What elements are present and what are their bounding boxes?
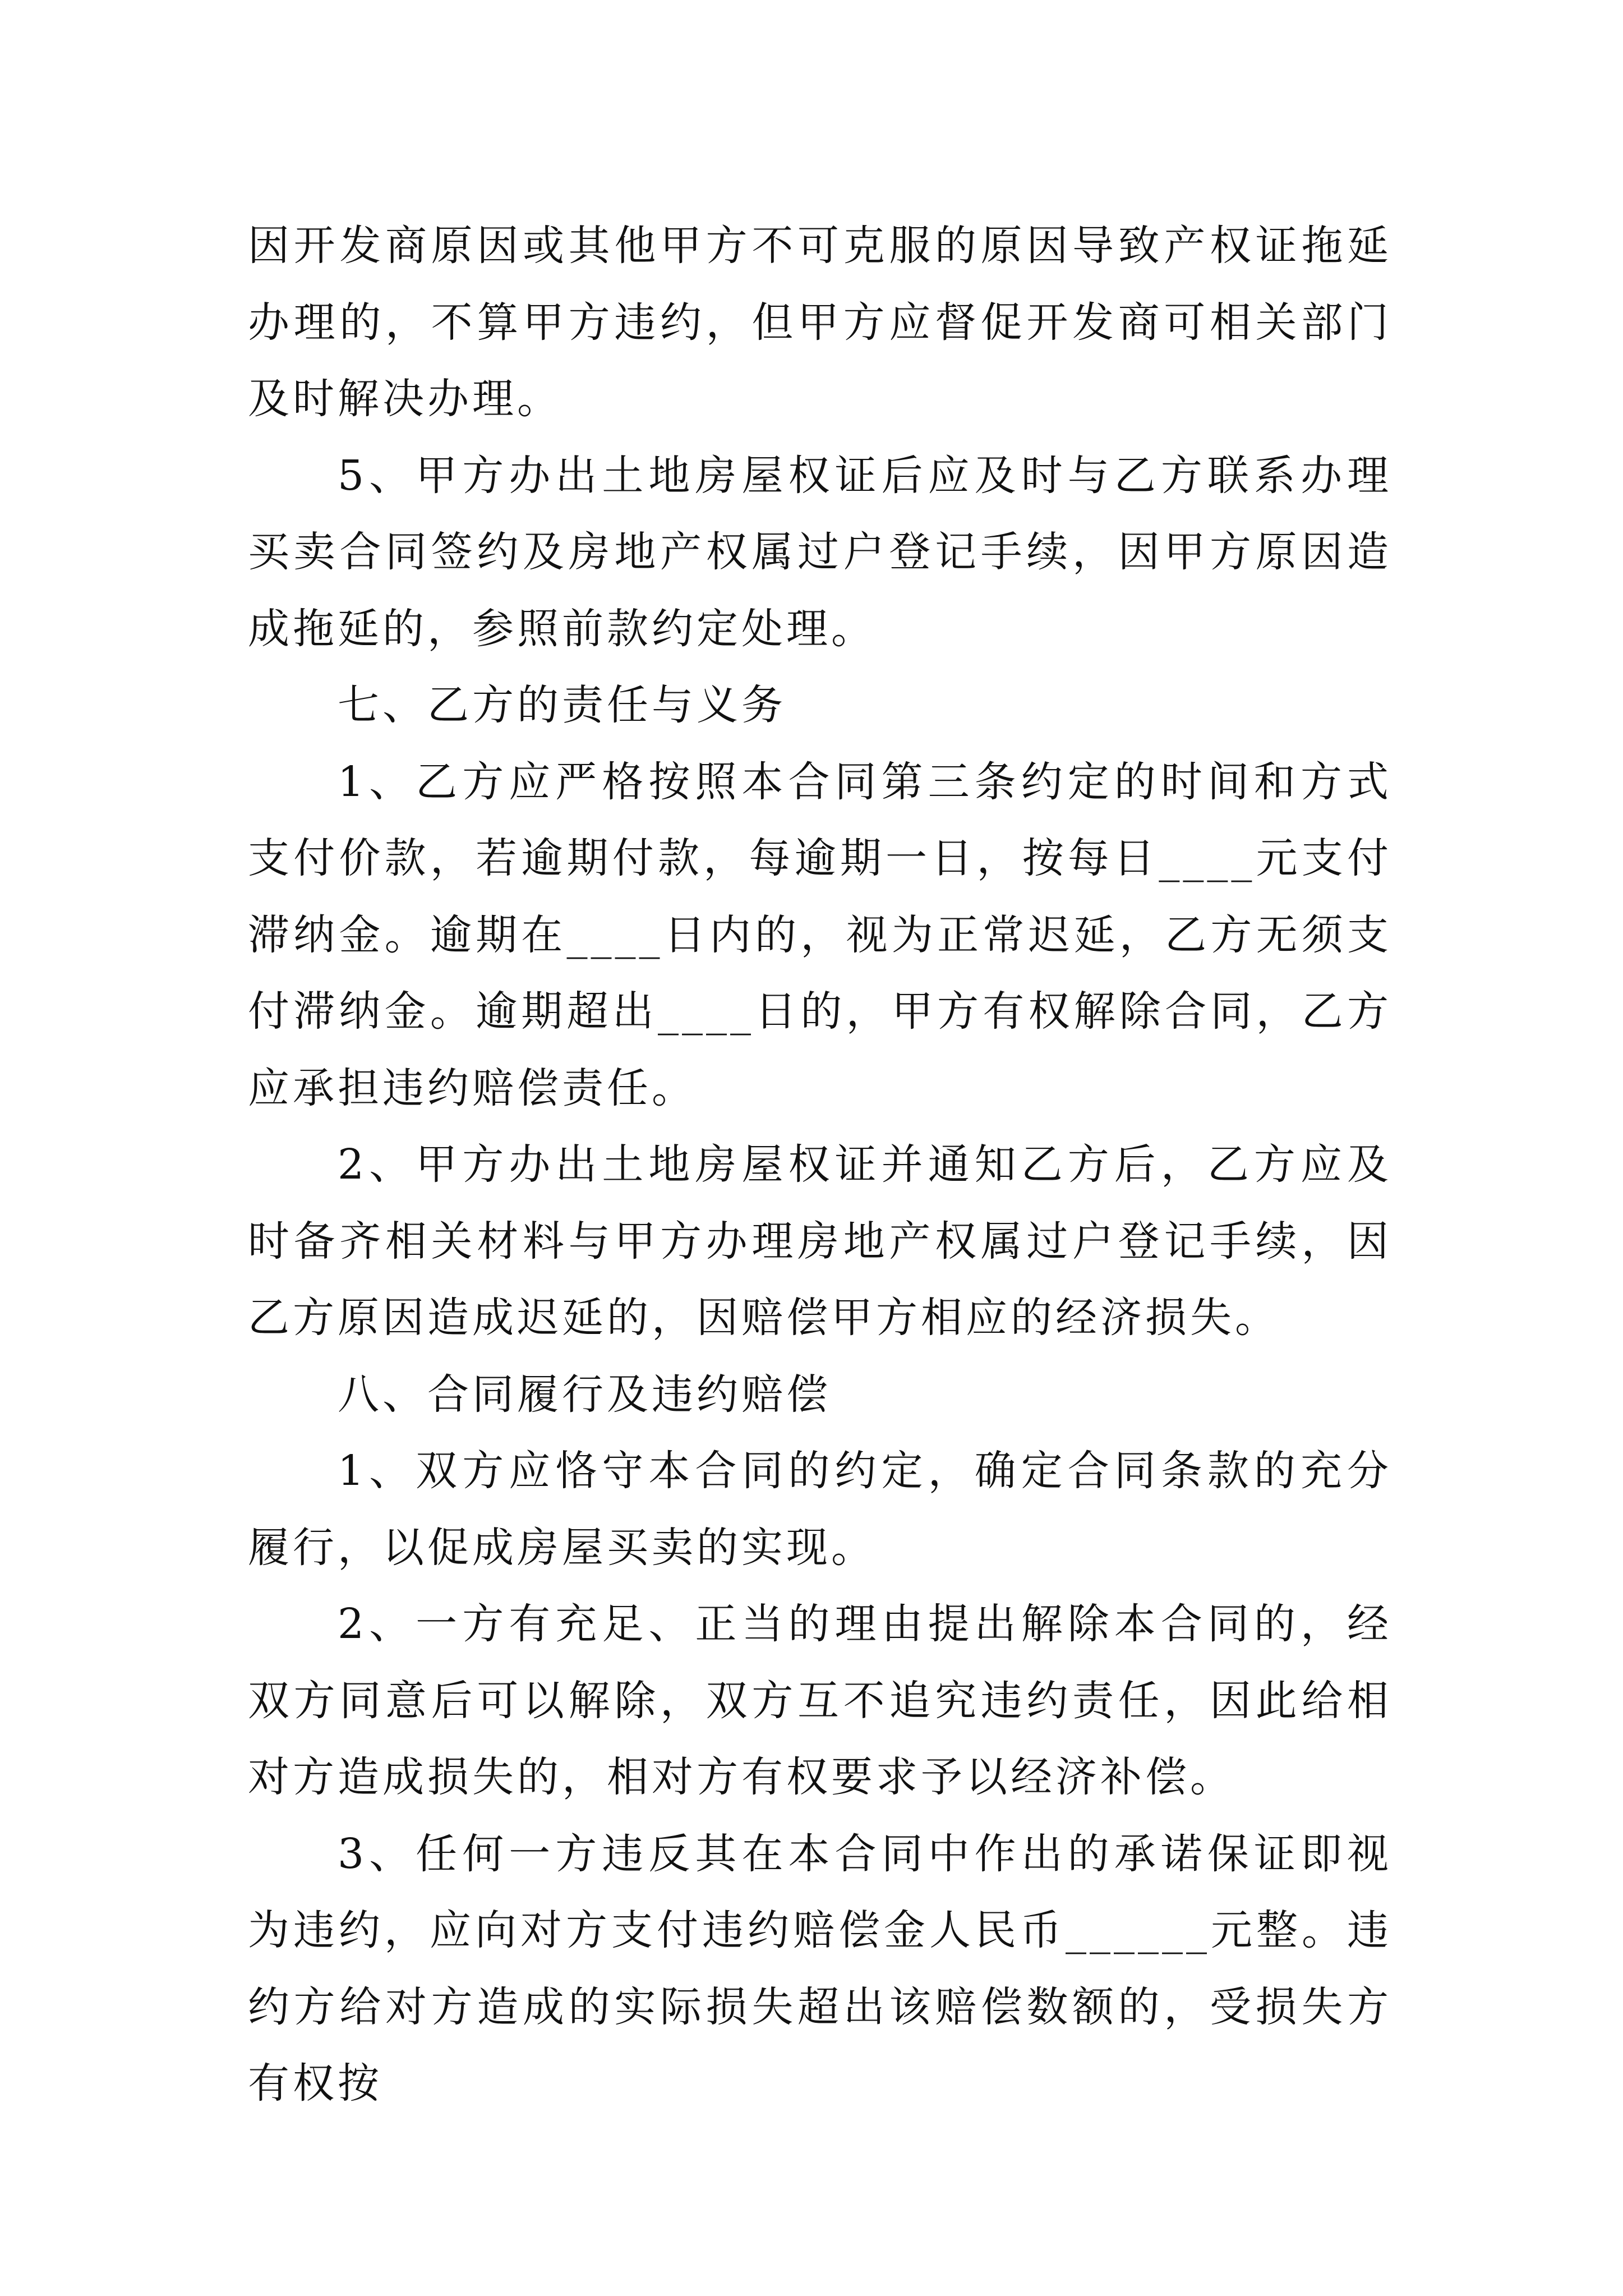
paragraph-clause-8-2: 2、一方有充足、正当的理由提出解除本合同的，经双方同意后可以解除，双方互不追究违约责任，因此给相对方造成损失的，相对方有权要求予以经济补偿。 xyxy=(248,1600,1392,1801)
paragraph-clause-8-1: 1、双方应恪守本合同的约定，确定合同条款的充分履行，以促成房屋买卖的实现。 xyxy=(248,1447,1392,1572)
paragraph-clause-5: 5、甲方办出土地房屋权证后应及时与乙方联系办理买卖合同签约及房地产权属过户登记手续，因甲方原因造成拖延的，参照前款约定处理。 xyxy=(248,451,1392,653)
paragraph-clause-7-2: 2、甲方办出土地房屋权证并通知乙方后，乙方应及时备齐相关材料与甲方办理房地产权属过户登记手续，因乙方原因造成迟延的，因赔偿甲方相应的经济损失。 xyxy=(248,1140,1392,1342)
section-heading-8: 八、合同履行及违约赔偿 xyxy=(338,1370,831,1419)
paragraph-clause-8-3: 3、任何一方违反其在本合同中作出的承诺保证即视为违约，应向对方支付违约赔偿金人民币______元整。违约方给对方造成的实际损失超出该赔偿数额的，受损失方有权按 xyxy=(248,1829,1392,2108)
document-body xyxy=(248,208,1392,2122)
paragraph-development-delay: 因开发商原因或其他甲方不可克服的原因导致产权证拖延办理的，不算甲方违约，但甲方应督促开发商可相关部门及时解决办理。 xyxy=(248,222,1392,423)
section-heading-7: 七、乙方的责任与义务 xyxy=(338,681,786,729)
paragraph-clause-7-1: 1、乙方应严格按照本合同第三条约定的时间和方式支付价款，若逾期付款，每逾期一日，按每日____元支付滞纳金。逾期在____日内的，视为正常迟延，乙方无须支付滞纳金。逾期超出____日的，甲方有权解除合同，乙方应承担违约赔偿责任。 xyxy=(248,757,1392,1112)
